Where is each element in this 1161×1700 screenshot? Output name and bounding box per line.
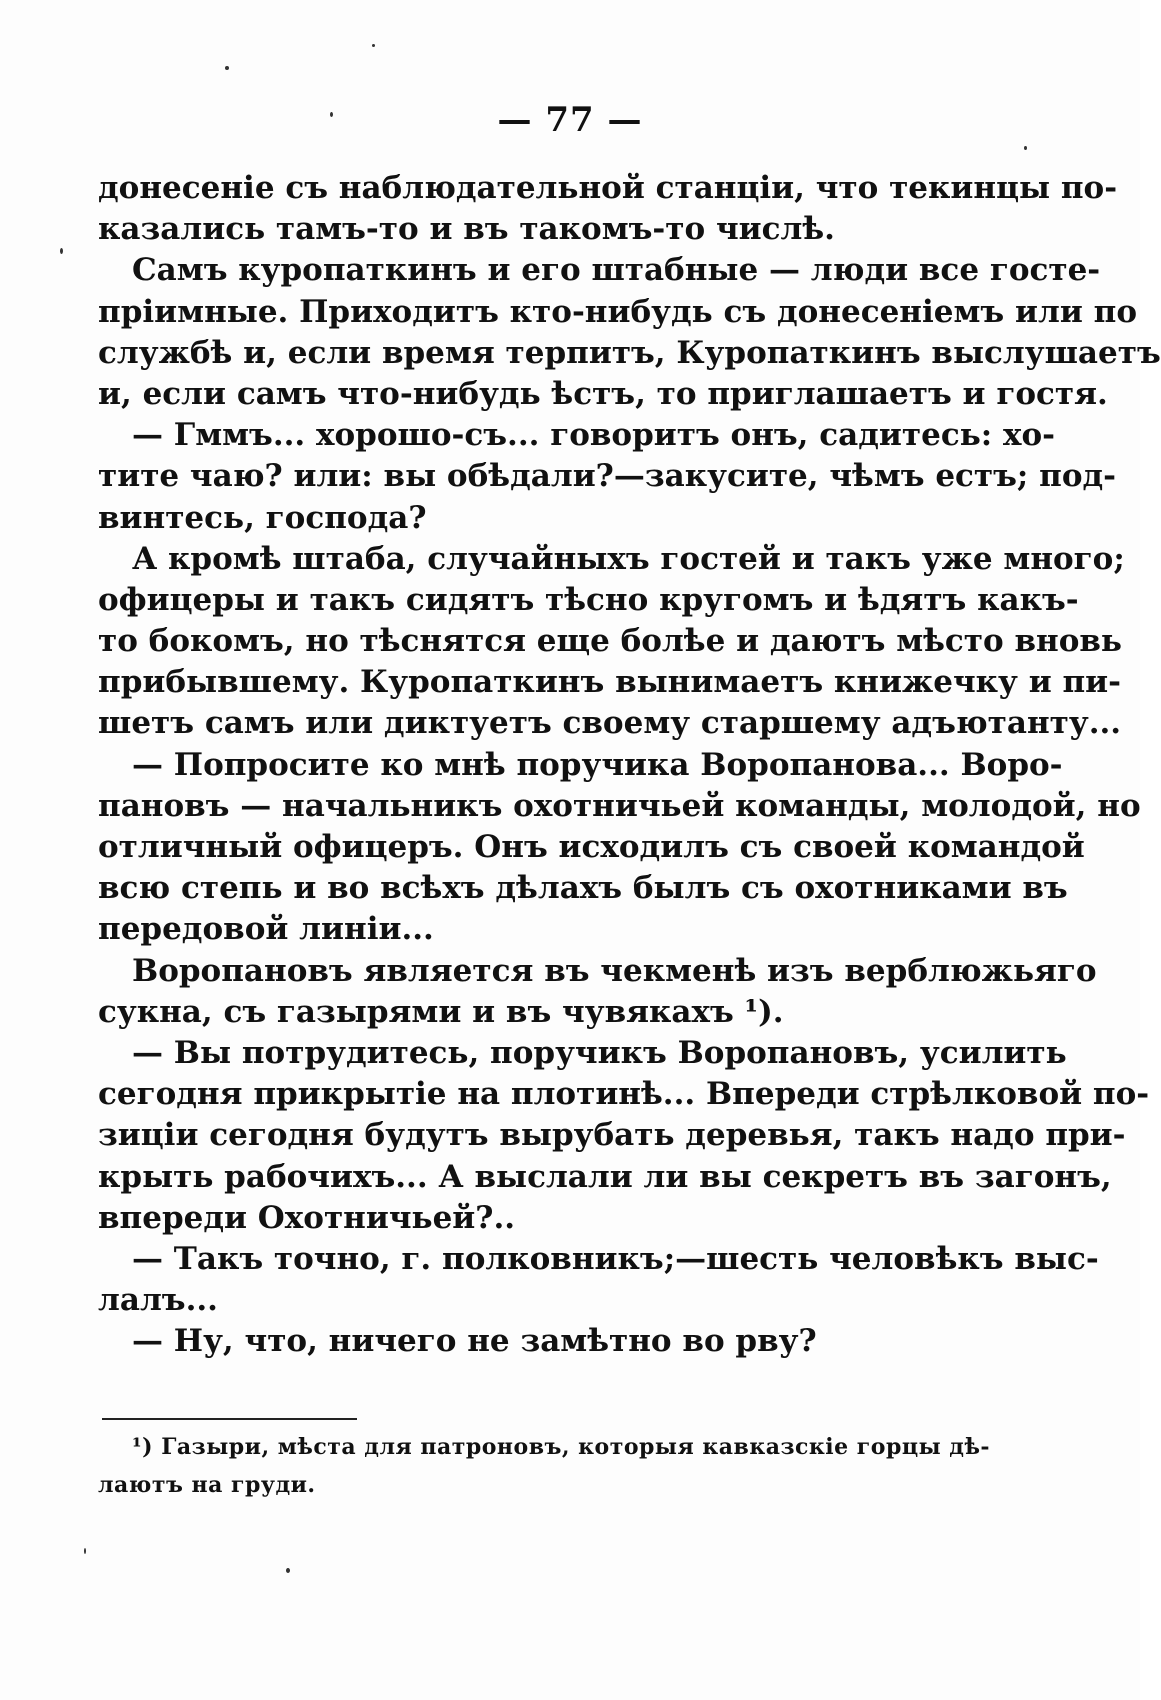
- text-line: прибывшему. Куропаткинъ вынимаетъ книжечку и пи-: [98, 664, 1122, 701]
- print-speck: [60, 248, 63, 254]
- page-number: — 77 —: [497, 100, 643, 140]
- text-line: — Вы потрудитесь, поручикъ Воропановъ, усилить: [132, 1034, 1067, 1071]
- text-line: — Ну, что, ничего не замѣтно во рву?: [132, 1323, 817, 1360]
- text-line: шетъ самъ или диктуетъ своему старшему адъютанту...: [98, 705, 1122, 742]
- text-line: лалъ...: [98, 1282, 218, 1319]
- text-line: впереди Охотничьей?..: [98, 1199, 516, 1236]
- text-line: пановъ — начальникъ охотничьей команды, молодой, но: [98, 787, 1141, 824]
- footnote-line: ¹) Газыри, мѣста для патроновъ, которыя кавказскіе горцы дѣ-: [132, 1434, 991, 1460]
- print-speck: [225, 66, 229, 70]
- text-line: сукна, съ газырями и въ чувякахъ ¹).: [98, 993, 784, 1030]
- text-line: винтесь, господа?: [98, 499, 427, 536]
- text-line: то бокомъ, но тѣснятся еще болѣе и даютъ мѣсто вновь: [98, 623, 1122, 660]
- text-line: казались тамъ-то и въ такомъ-то числѣ.: [98, 211, 835, 248]
- text-line: зиціи сегодня будутъ вырубать деревья, такъ надо при-: [98, 1117, 1126, 1154]
- text-line: службѣ и, если время терпитъ, Куропаткинъ выслушаетъ: [98, 334, 1161, 371]
- print-speck: [286, 1568, 290, 1573]
- text-line: и, если самъ что-нибудь ѣстъ, то приглашаетъ и гостя.: [98, 375, 1108, 412]
- text-line: тите чаю? или: вы обѣдали?—закусите, чѣмъ естъ; под-: [98, 458, 1117, 495]
- text-line: А кромѣ штаба, случайныхъ гостей и такъ уже много;: [132, 540, 1125, 577]
- footnote-line: лаютъ на груди.: [98, 1472, 316, 1498]
- print-speck: [84, 1548, 86, 1554]
- text-line: пріимные. Приходитъ кто-нибудь съ донесеніемъ или по: [98, 293, 1137, 330]
- text-line: — Такъ точно, г. полковникъ;—шесть человѣкъ выс-: [132, 1240, 1099, 1277]
- print-speck: [330, 112, 333, 117]
- text-line: Воропановъ является въ чекменѣ изъ верблюжьяго: [132, 952, 1097, 989]
- text-line: — Попросите ко мнѣ поручика Воропанова... Воро-: [132, 746, 1063, 783]
- text-line: донесеніе съ наблюдательной станціи, что текинцы по-: [98, 170, 1118, 206]
- body-text: [98, 168, 1161, 1362]
- footnote-separator: [102, 1418, 357, 1420]
- print-speck: [1024, 146, 1027, 150]
- text-line: — Гммъ... хорошо-съ... говоритъ онъ, садитесь: хо-: [132, 417, 1055, 454]
- text-line: крыть рабочихъ... А выслали ли вы секретъ въ загонъ,: [98, 1158, 1112, 1195]
- text-line: отличный офицеръ. Онъ исходилъ съ своей командой: [98, 829, 1085, 865]
- text-line: сегодня прикрытіе на плотинѣ... Впереди стрѣлковой по-: [98, 1076, 1150, 1113]
- text-line: передовой линіи...: [98, 911, 434, 948]
- text-line: Самъ куропаткинъ и его штабные — люди все госте-: [132, 252, 1101, 289]
- print-speck: [372, 44, 375, 47]
- footnote: [98, 1428, 991, 1504]
- text-line: офицеры и такъ сидятъ тѣсно кругомъ и ѣдятъ какъ-: [98, 581, 1079, 618]
- text-line: всю степь и во всѣхъ дѣлахъ былъ съ охотниками въ: [98, 870, 1068, 907]
